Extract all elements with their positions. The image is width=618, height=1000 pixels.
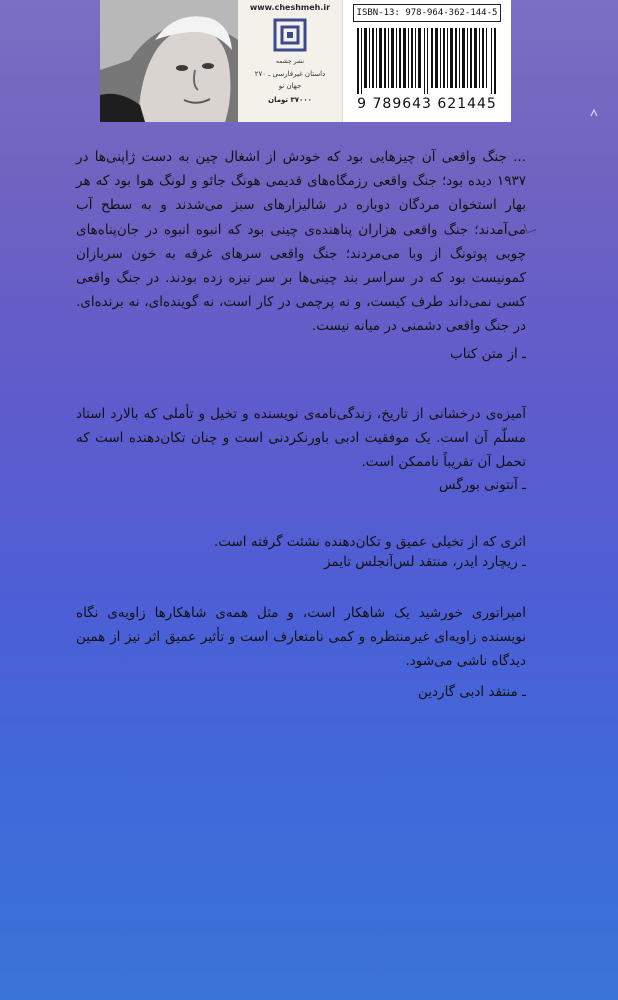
publisher-url: www.cheshmeh.ir	[249, 3, 331, 12]
barcode-panel	[342, 0, 511, 122]
series-label: داستان غیرفارسی ـ ۲۷۰	[254, 70, 326, 78]
page-corner-mark-icon	[589, 108, 599, 118]
collection-label: جهان نو	[278, 82, 302, 90]
review-source: ـ ریچارد ایدر، منتقد لس‌آنجلس تایمز	[324, 554, 526, 570]
publisher-label: نشر چشمه	[276, 58, 304, 65]
publisher-logo-icon	[272, 17, 308, 53]
review-source: ـ آنتونی بورگس	[439, 477, 526, 493]
review-source: ـ منتقد ادبی گاردین	[418, 684, 526, 700]
review-quote: اثری که از تخیلی عمیق و تکان‌دهنده نشئت گرفته است.	[213, 534, 526, 550]
publisher-panel	[238, 0, 342, 122]
excerpt-source: ـ از متن کتاب	[449, 346, 526, 362]
excerpt-quote: ... جنگ واقعی آن چیزهایی بود که خودش از اشغال چین به دست ژاپنی‌ها در ۱۹۳۷ دیده بود؛ جنگ واقعی رزمگاه‌های قدیمی هونگ جائو و لونگ هوا بود که هر بهار استخوان مردگان دوباره در شالیزارهای سبز می‌شدند و به سطح آب می‌آمدند؛ جنگ واقعی هزاران پناهنده‌ی چینی بود که انبوه انبوه در جان‌پناه‌های چوبی پوتونگ از وبا می‌مردند؛ جنگ واقعی سرهای غرقه به خون سربازان کمونیست بود که در سراسر بند چینی‌ها بر سر نیزه زده بودند. در جنگ واقعی کسی نمی‌داند طرف کیست، و نه پرچمی در کار است، نه گوینده‌ای، نه برنده‌ای. در جنگ واقعی دشمنی در میانه نیست.	[76, 149, 526, 335]
barcode-icon	[357, 28, 497, 94]
review-quote: امپراتوری خورشید یک شاهکار است، و مثل همه‌ی شاهکارها زاویه‌ی نگاه نویسنده زاویه‌ای غیرمنتظره و کمی نامتعارف است و تأثیر عمیق اثر نیز از همین دیدگاه ناشی می‌شود.	[76, 605, 526, 670]
isbn-label: ISBN-13: 978-964-362-144-5	[353, 4, 501, 22]
review-quote: آمیزه‌ی درخشانی از تاریخ، زندگی‌نامه‌ی نویسنده و تخیل و تأملی که بالارد استاد مسلّم آن است. یک موفقیت ادبی باورنکردنی است و چنان تکان‌دهنده است که تحمل آن تقریباً ناممکن است.	[76, 406, 526, 471]
author-photo	[100, 0, 238, 122]
price-label: ۳۷۰۰۰ تومان	[268, 96, 312, 104]
barcode-number: 9 789643 621445	[357, 96, 497, 112]
